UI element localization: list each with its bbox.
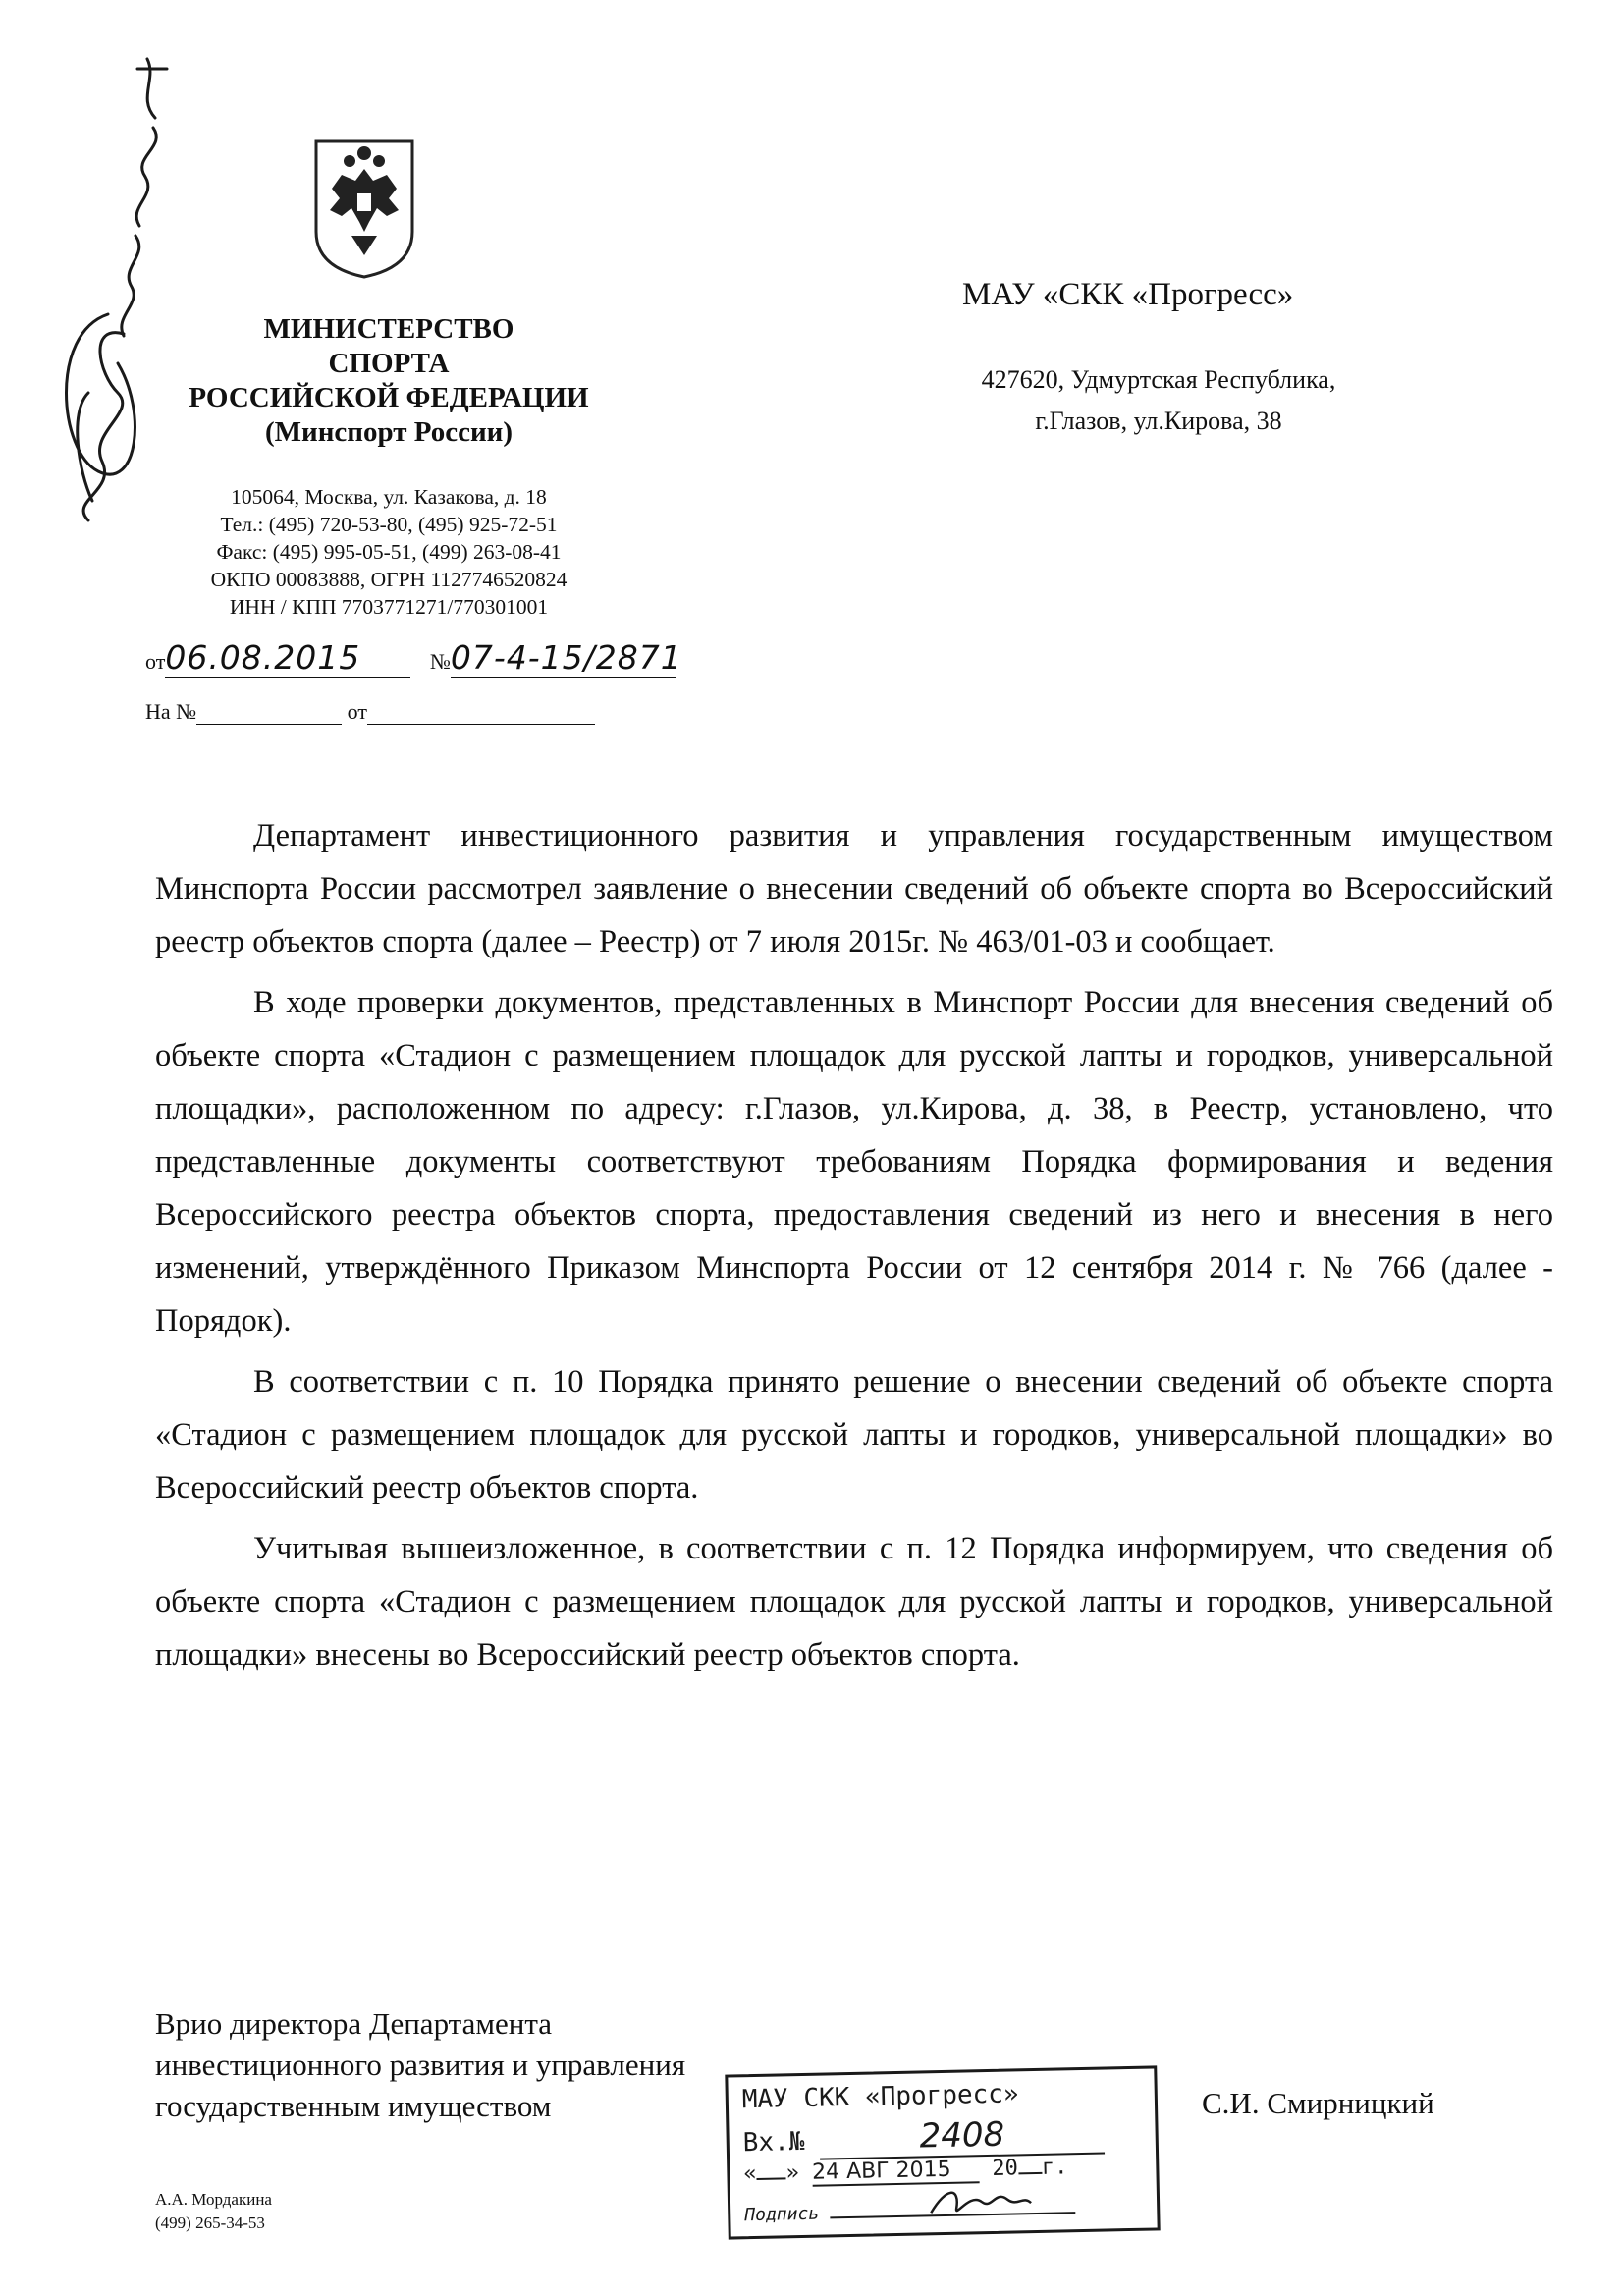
addressee-line-1: 427620, Удмуртская Республика,	[981, 365, 1336, 394]
ministry-name	[147, 312, 630, 450]
ministry-inn: ИНН / КПП 7703771271/770301001	[229, 595, 549, 619]
stamp-signature-scribble	[927, 2181, 1036, 2222]
stamp-in-number: 2408	[820, 2113, 1106, 2160]
executor-info	[155, 2188, 272, 2235]
stamp-day-blank	[757, 2177, 786, 2180]
letter-body	[155, 809, 1553, 1689]
letter-number: 07-4-15/2871	[450, 638, 682, 677]
letter-date: 06.08.2015	[165, 638, 410, 678]
executor-phone: (499) 265-34-53	[155, 2214, 265, 2232]
ministry-okpo: ОКПО 00083888, ОГРН 1127746520824	[210, 568, 568, 591]
signatory-name: С.И. Смирницкий	[1202, 2086, 1434, 2120]
body-paragraph-3: В соответствии с п. 10 Порядка принято решение о внесении сведений об объекте спорта «Стадион с размещением площадок для русской лапты и городков, универсальной площадки» во Всероссийский реестр объектов спорта.	[155, 1364, 1553, 1505]
handwritten-resolution	[29, 39, 177, 530]
signatory-title-line-2: инвестиционного развития и управления	[155, 2048, 686, 2082]
stamp-date-open: «	[743, 2160, 757, 2187]
signatory-title	[155, 2003, 685, 2127]
number-label: №	[429, 649, 451, 674]
ministry-phone: Тел.: (495) 720-53-80, (495) 925-72-51	[220, 513, 558, 536]
body-paragraph-1: Департамент инвестиционного развития и управления государственным имуществом Минспорта России рассмотрел заявление о внесении сведений об объекте спорта во Всероссийский реестр объектов спорта (далее – Реестр) от 7 июля 2015г. № 463/01-03 и сообщает.	[155, 818, 1553, 959]
org-line-3: РОССИЙСКОЙ ФЕДЕРАЦИИ	[189, 382, 589, 413]
ref-number-blank	[196, 702, 342, 725]
signatory-title-line-1: Врио директора Департамента	[155, 2006, 552, 2041]
stamp-year-suffix: г.	[1041, 2155, 1068, 2180]
ministry-fax: Факс: (495) 995-05-51, (499) 263-08-41	[216, 540, 562, 564]
stamp-year-blank	[1018, 2172, 1042, 2175]
incoming-stamp	[725, 2065, 1160, 2239]
stamp-org: МАУ СКК «Прогресс»	[741, 2079, 1019, 2115]
ref-number-label: На №	[145, 699, 197, 724]
stamp-sign-label: Подпись	[744, 2203, 820, 2226]
addressee-line-2: г.Глазов, ул.Кирова, 38	[1035, 407, 1282, 435]
from-label: от	[145, 649, 166, 674]
org-line-2: СПОРТА	[328, 348, 450, 379]
addressee-name: МАУ «СКК «Прогресс»	[962, 277, 1294, 312]
ministry-address: 105064, Москва, ул. Казакова, д. 18	[231, 485, 547, 509]
ministry-contacts	[147, 483, 630, 621]
body-paragraph-4: Учитывая вышеизложенное, в соответствии с п. 12 Порядка информируем, что сведения об объекте спорта «Стадион с размещением площадок для русской лапты и городков, универсальной площадки» внесены во Всероссийский реестр объектов спорта.	[155, 1531, 1553, 1672]
signatory-title-line-3: государственным имуществом	[155, 2089, 552, 2123]
ref-date-blank	[367, 702, 595, 725]
stamp-in-label: Вх.№	[742, 2126, 805, 2159]
reference-line	[145, 699, 595, 725]
registration-line	[145, 638, 682, 678]
org-short-name: (Минспорт России)	[264, 416, 514, 448]
stamp-year-label: 20	[992, 2156, 1019, 2181]
addressee-address	[884, 359, 1433, 442]
body-paragraph-2: В ходе проверки документов, представленных в Минспорт России для внесения сведений об объекте спорта «Стадион с размещением площадок для русской лапты и городков, универсальной площадки», расположенном по адресу: г.Глазов, ул.Кирова, д. 38, в Реестр, установлено, что представленные документы соответствуют требованиям Порядка формирования и ведения Всероссийского реестра объектов спорта, предоставления сведений из него и внесения в него изменений, утверждённого Приказом Минспорта России от 12 сентября 2014 г. № 766 (далее - Порядок).	[155, 985, 1553, 1339]
org-line-1: МИНИСТЕРСТВО	[263, 313, 514, 345]
stamp-date-mid: »	[785, 2160, 800, 2186]
coat-of-arms-emblem	[312, 137, 416, 281]
executor-name: А.А. Мордакина	[155, 2190, 272, 2209]
stamp-date-value: 24 АВГ 2015	[812, 2157, 980, 2187]
ref-from-label: от	[347, 699, 367, 724]
